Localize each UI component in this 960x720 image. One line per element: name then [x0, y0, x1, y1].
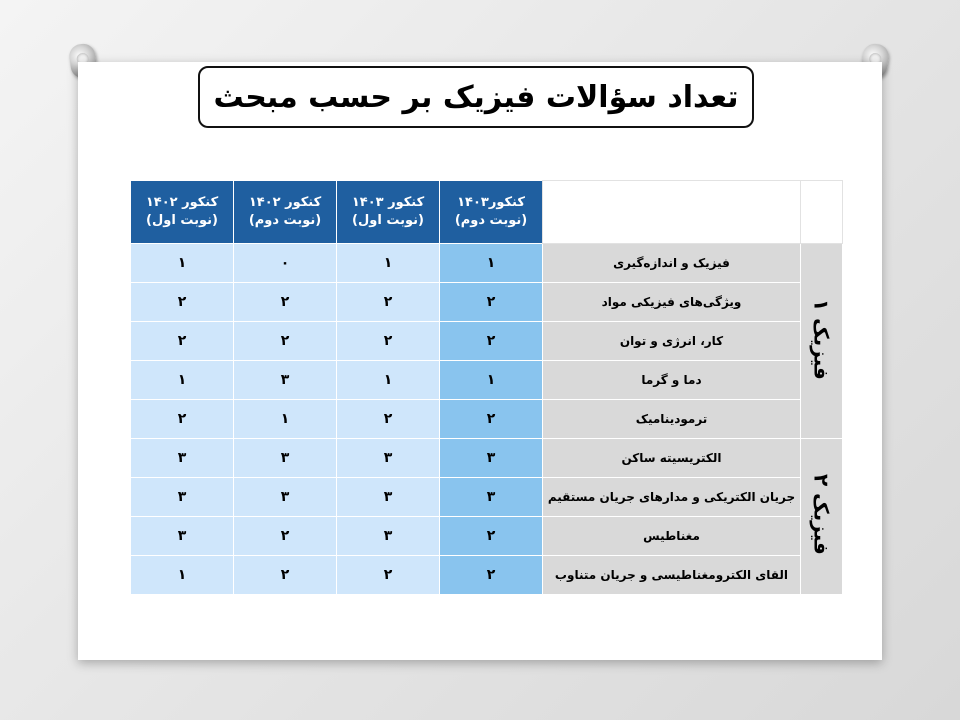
table-row: [131, 517, 843, 556]
column-header-subtitle: (نوبت اول): [352, 213, 424, 228]
value-cell: ۲: [440, 556, 543, 595]
value-cell: ۲: [337, 556, 440, 595]
title-frame: [198, 66, 754, 128]
value-cell: ۱: [131, 556, 234, 595]
group-label: فیزیک ۱: [809, 298, 834, 380]
table-row: [131, 556, 843, 595]
value-cell: ۳: [234, 361, 337, 400]
topic-cell: کار، انرژی و توان: [543, 322, 801, 361]
topic-cell: فیزیک و اندازه‌گیری: [543, 244, 801, 283]
value-cell: ۳: [234, 439, 337, 478]
value-cell: ۲: [337, 283, 440, 322]
value-cell: ۲: [234, 556, 337, 595]
topic-cell: ویژگی‌های فیزیکی مواد: [543, 283, 801, 322]
column-header: [337, 181, 440, 244]
value-cell: ۱: [440, 361, 543, 400]
column-header-title: کنکور ۱۴۰۳: [351, 195, 425, 210]
value-cell: ۰: [234, 244, 337, 283]
value-cell: ۳: [337, 517, 440, 556]
column-header-subtitle: (نوبت دوم): [454, 213, 528, 228]
group-label-cell: [801, 439, 843, 595]
value-cell: ۲: [131, 400, 234, 439]
topic-cell: ترمودینامیک: [543, 400, 801, 439]
questions-table: [130, 180, 843, 595]
value-cell: ۳: [131, 517, 234, 556]
value-cell: ۳: [440, 478, 543, 517]
table-row: [131, 244, 843, 283]
value-cell: ۲: [337, 322, 440, 361]
table-row: [131, 439, 843, 478]
value-cell: ۱: [131, 244, 234, 283]
table-row: [131, 322, 843, 361]
topic-cell: القای الکترومغناطیسی و جریان متناوب: [543, 556, 801, 595]
topic-cell: دما و گرما: [543, 361, 801, 400]
column-header-subtitle: (نوبت دوم): [248, 213, 322, 228]
value-cell: ۱: [337, 361, 440, 400]
value-cell: ۲: [440, 400, 543, 439]
column-header: [440, 181, 543, 244]
table-row: [131, 283, 843, 322]
value-cell: ۲: [440, 322, 543, 361]
table-row: [131, 478, 843, 517]
value-cell: ۳: [131, 439, 234, 478]
column-header-title: کنکور ۱۴۰۲: [248, 195, 322, 210]
topic-cell: جریان الکتریکی و مدارهای جریان مستقیم: [543, 478, 801, 517]
group-label-cell: [801, 244, 843, 439]
header-blank-group: [801, 181, 843, 244]
value-cell: ۲: [440, 283, 543, 322]
header-row: [131, 181, 843, 244]
table-row: [131, 400, 843, 439]
value-cell: ۳: [131, 478, 234, 517]
value-cell: ۳: [337, 478, 440, 517]
column-header-title: کنکور ۱۴۰۲: [145, 195, 219, 210]
column-header: [131, 181, 234, 244]
topic-cell: مغناطیس: [543, 517, 801, 556]
value-cell: ۳: [234, 478, 337, 517]
value-cell: ۳: [440, 439, 543, 478]
value-cell: ۲: [234, 322, 337, 361]
value-cell: ۲: [234, 283, 337, 322]
column-header-subtitle: (نوبت اول): [146, 213, 218, 228]
value-cell: ۱: [131, 361, 234, 400]
topic-cell: الکتریسیته ساکن: [543, 439, 801, 478]
column-header: [234, 181, 337, 244]
value-cell: ۳: [337, 439, 440, 478]
header-blank-topic: [543, 181, 801, 244]
page-title: تعداد سؤالات فیزیک بر حسب مبحث: [213, 79, 739, 115]
value-cell: ۱: [234, 400, 337, 439]
value-cell: ۲: [337, 400, 440, 439]
value-cell: ۲: [440, 517, 543, 556]
value-cell: ۱: [337, 244, 440, 283]
column-header-title: کنکور۱۴۰۳: [457, 195, 525, 210]
group-label: فیزیک ۲: [809, 474, 834, 555]
value-cell: ۲: [234, 517, 337, 556]
value-cell: ۱: [440, 244, 543, 283]
table-row: [131, 361, 843, 400]
value-cell: ۲: [131, 322, 234, 361]
value-cell: ۲: [131, 283, 234, 322]
